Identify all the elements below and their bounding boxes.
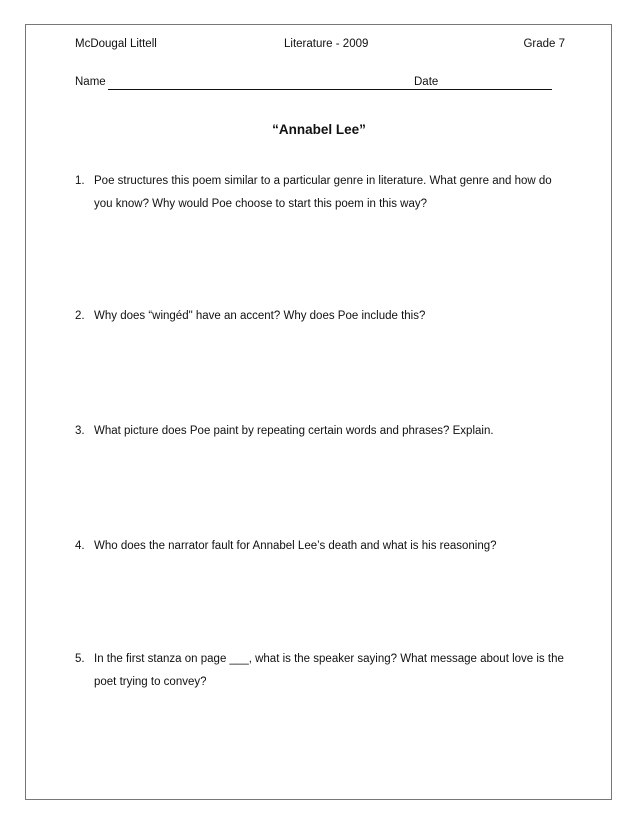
question-text: Poe structures this poem similar to a particular genre in literature. What genre and how do you know? Why would Poe choose to start this poem in this way? bbox=[94, 175, 552, 210]
question-number: 3. bbox=[75, 425, 85, 437]
date-field[interactable] bbox=[441, 89, 552, 90]
question-item bbox=[75, 170, 565, 216]
publisher-label: McDougal Littell bbox=[75, 38, 157, 50]
course-label: Literature - 2009 bbox=[284, 38, 369, 50]
question-text: In the first stanza on page ___, what is the speaker saying? What message about love is the poet trying to convey? bbox=[94, 653, 564, 688]
question-item bbox=[75, 648, 565, 694]
name-field[interactable] bbox=[108, 89, 470, 90]
worksheet-title: “Annabel Lee” bbox=[272, 122, 366, 137]
question-text: Who does the narrator fault for Annabel Lee’s death and what is his reasoning? bbox=[94, 540, 497, 552]
question-item bbox=[75, 305, 565, 328]
question-number: 1. bbox=[75, 175, 85, 187]
question-item bbox=[75, 535, 565, 558]
name-label: Name bbox=[75, 76, 106, 88]
worksheet-title-wrapper bbox=[0, 122, 638, 137]
page-header bbox=[75, 38, 565, 54]
question-text: What picture does Poe paint by repeating certain words and phrases? Explain. bbox=[94, 425, 494, 437]
date-label: Date bbox=[414, 76, 439, 88]
grade-label: Grade 7 bbox=[523, 38, 565, 50]
question-number: 4. bbox=[75, 540, 85, 552]
question-number: 2. bbox=[75, 310, 85, 322]
question-item bbox=[75, 420, 565, 443]
name-date-row bbox=[75, 76, 565, 94]
question-text: Why does “wingéd" have an accent? Why does Poe include this? bbox=[94, 310, 426, 322]
question-number: 5. bbox=[75, 653, 85, 665]
